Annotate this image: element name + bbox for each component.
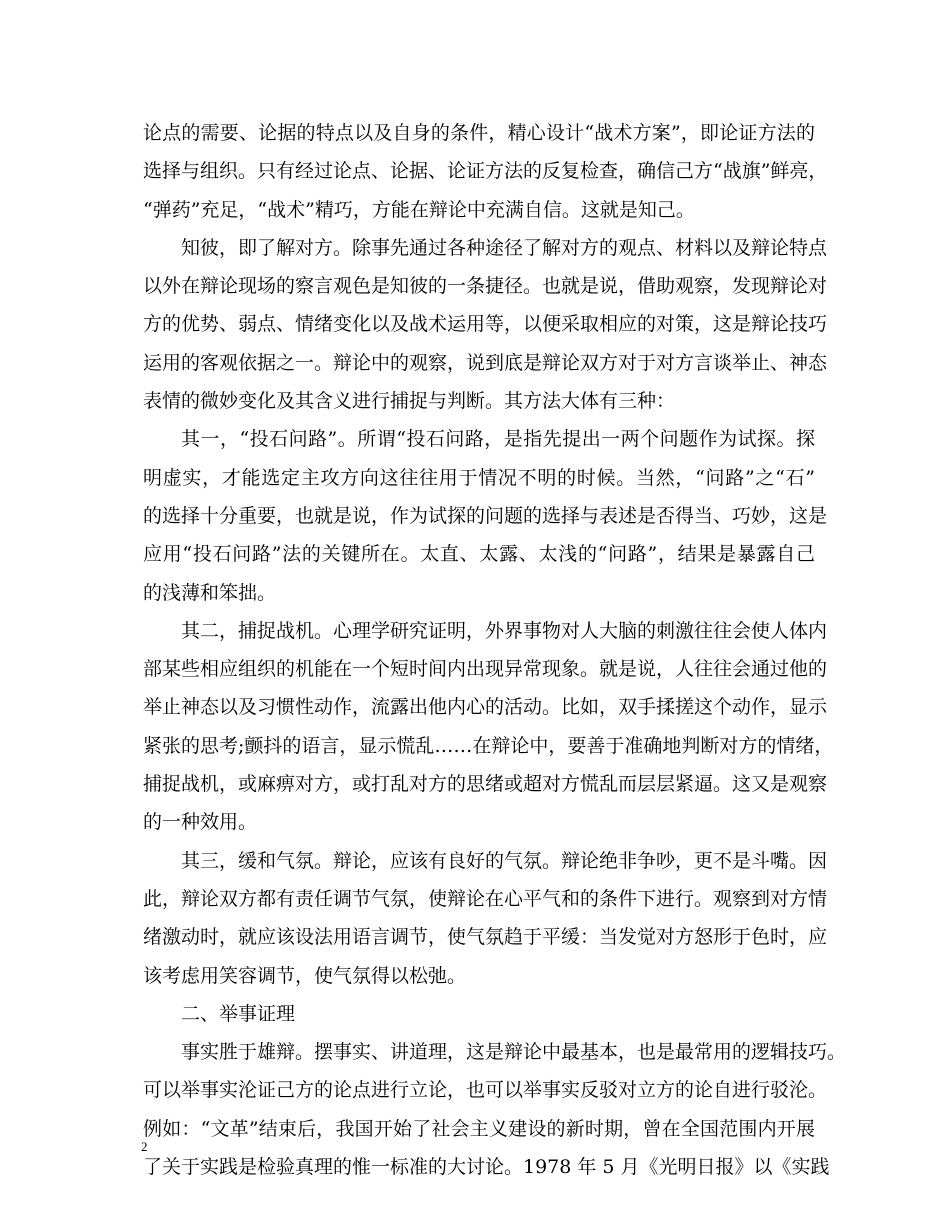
text-line: 的选择十分重要，也就是说，作为试探的问题的选择与表述是否得当、巧妙，这是: [143, 504, 828, 527]
text-line: 以外在辩论现场的察言观色是知彼的一条捷径。也就是说，借助观察，发现辩论对: [143, 275, 828, 298]
text-line: 的浅薄和笨拙。: [143, 581, 277, 604]
text-line: 运用的客观依据之一。辩论中的观察，说到底是辩论双方对于对方言谈举止、神态: [143, 351, 828, 374]
body-text: [143, 114, 847, 1186]
text-line: “弹药”充足，“战术”精巧，方能在辩论中充满自信。这就是知己。: [143, 198, 695, 221]
text-line: 选择与组织。只有经过论点、论据、论证方法的反复检查，确信己方“战旗”鲜亮，: [143, 160, 828, 183]
text-line: 部某些相应组织的机能在一个短时间内出现异常现象。就是说，人往往会通过他的: [143, 658, 828, 681]
text-line: 例如：“文革”结束后，我国开始了社会主义建设的新时期，曾在全国范围内开展: [143, 1117, 815, 1140]
text-line: 该考虑用笑容调节，使气氛得以松弛。: [143, 964, 467, 987]
text-line: 其一，“投石问路”。所谓“投石问路，是指先提出一两个问题作为试探。探: [181, 428, 815, 451]
text-line: 方的优势、弱点、情绪变化以及战术运用等，以便采取相应的对策，这是辩论技巧: [143, 313, 828, 336]
text-line: 举止神态以及习惯性动作，流露出他内心的活动。比如，双手揉搓这个动作，显示: [143, 696, 828, 719]
page-number: 2: [141, 1139, 148, 1154]
text-line: 了关于实践是检验真理的惟一标准的大讨论。1978 年 5 月《光明日报》以《实践: [143, 1156, 830, 1179]
text-line: 紧张的思考;颤抖的语言，显示慌乱……在辩论中，要善于准确地判断对方的情绪，: [143, 734, 834, 757]
text-line: 应用“投石问路”法的关键所在。太直、太露、太浅的“问路”，结果是暴露自己: [143, 543, 815, 566]
text-line: 其三，缓和气氛。辩论，应该有良好的气氛。辩论绝非争吵，更不是斗嘴。因: [181, 849, 828, 872]
text-line: 其二，捕捉战机。心理学研究证明，外界事物对人大脑的刺激往往会使人体内: [181, 619, 828, 642]
text-line: 捕捉战机，或麻痹对方，或打乱对方的思绪或超对方慌乱而层层紧逼。这又是观察: [143, 773, 828, 796]
text-line: 知彼，即了解对方。除事先通过各种途径了解对方的观点、材料以及辩论特点: [181, 236, 828, 259]
text-line: 论点的需要、论据的特点以及自身的条件，精心设计“战术方案”，即论证方法的: [143, 122, 815, 144]
text-line: 事实胜于雄辩。摆事实、讲道理，这是辩论中最基本，也是最常用的逻辑技巧。: [181, 1041, 847, 1064]
text-line: 明虚实，才能选定主攻方向这往往用于情况不明的时候。当然，“问路”之“石”: [143, 466, 815, 489]
text-line: 的一种效用。: [143, 811, 258, 834]
text-line: 表情的微妙变化及其含义进行捕捉与判断。其方法大体有三种：: [143, 390, 676, 413]
text-line: 绪激动时，就应该设法用语言调节，使气氛趋于平缓：当发觉对方怒形于色时，应: [143, 926, 828, 949]
text-line: 此，辩论双方都有责任调节气氛，使辩论在心平气和的条件下进行。观察到对方情: [143, 887, 828, 910]
text-line: 二、举事证理: [181, 1002, 296, 1025]
text-line: 可以举事实沦证己方的论点进行立论，也可以举事实反驳对立方的论自进行驳沦。: [143, 1079, 828, 1102]
